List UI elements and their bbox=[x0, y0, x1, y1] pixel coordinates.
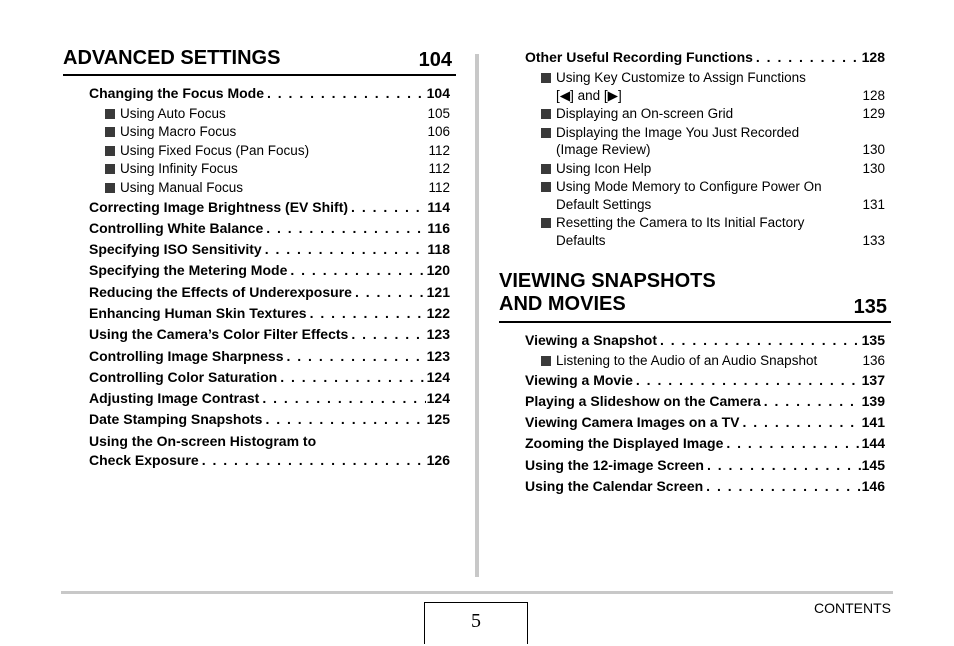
entry-page: 104 bbox=[426, 85, 450, 101]
toc-entry[interactable] bbox=[89, 84, 450, 103]
entry-title: Changing the Focus Mode bbox=[89, 85, 264, 101]
toc-entry[interactable] bbox=[525, 371, 885, 390]
square-bullet-icon bbox=[541, 218, 551, 228]
square-bullet-icon bbox=[105, 164, 115, 174]
entry-page: 114 bbox=[427, 199, 450, 215]
toc-entry[interactable] bbox=[89, 198, 450, 217]
leader-dots bbox=[351, 325, 425, 344]
toc-entry[interactable] bbox=[89, 304, 450, 323]
subentry-title: Using Icon Help bbox=[556, 161, 652, 176]
toc-entry[interactable] bbox=[89, 368, 450, 387]
entry-page: 124 bbox=[426, 369, 450, 385]
leader-dots bbox=[706, 477, 860, 496]
subentry-title: Using Manual Focus bbox=[120, 180, 244, 195]
section-heading-viewing[interactable] bbox=[499, 270, 891, 323]
leader-dots bbox=[756, 48, 861, 67]
subentry-title: Using Mode Memory to Configure Power On bbox=[556, 179, 822, 194]
section-title-line1: VIEWING SNAPSHOTS bbox=[499, 270, 716, 292]
toc-entry[interactable] bbox=[89, 347, 450, 366]
entry-title: Date Stamping Snapshots bbox=[89, 411, 263, 427]
entry-page: 146 bbox=[861, 478, 885, 494]
entry-title: Specifying the Metering Mode bbox=[89, 262, 288, 278]
entry-title: Correcting Image Brightness (EV Shift) bbox=[89, 199, 349, 215]
entry-title: Viewing Camera Images on a TV bbox=[525, 414, 740, 430]
subentry-title-continued: Default Settings bbox=[556, 197, 652, 212]
toc-entry[interactable] bbox=[89, 240, 450, 259]
column-divider bbox=[475, 54, 479, 577]
square-bullet-icon bbox=[541, 182, 551, 192]
leader-dots bbox=[202, 451, 426, 470]
toc-entry[interactable] bbox=[89, 389, 450, 408]
leader-dots bbox=[262, 389, 425, 408]
section-title-line2: AND MOVIES bbox=[499, 293, 626, 315]
entry-page: 124 bbox=[426, 390, 450, 406]
square-bullet-icon bbox=[105, 146, 115, 156]
entry-page: 123 bbox=[426, 348, 450, 364]
section-title: ADVANCED SETTINGS bbox=[63, 47, 281, 69]
entry-title: Controlling White Balance bbox=[89, 220, 264, 236]
leader-dots bbox=[764, 392, 861, 411]
leader-dots bbox=[266, 219, 426, 238]
leader-dots bbox=[310, 304, 426, 323]
leader-dots bbox=[280, 368, 425, 387]
entry-page: 121 bbox=[426, 284, 450, 300]
entry-page: 116 bbox=[427, 220, 450, 236]
subentry-page: 130 bbox=[862, 142, 885, 157]
entry-title: Enhancing Human Skin Textures bbox=[89, 305, 307, 321]
leader-dots bbox=[660, 331, 861, 350]
entry-title: Viewing a Movie bbox=[525, 372, 633, 388]
entry-page: 145 bbox=[861, 457, 885, 473]
entry-page: 128 bbox=[861, 49, 885, 65]
entry-title: Playing a Slideshow on the Camera bbox=[525, 393, 761, 409]
subentry-page: 106 bbox=[427, 124, 450, 139]
subentry-title: Using Macro Focus bbox=[120, 124, 237, 139]
entry-page: 141 bbox=[861, 414, 885, 430]
square-bullet-icon bbox=[541, 109, 551, 119]
subentry-page: 112 bbox=[428, 161, 450, 176]
toc-entry[interactable] bbox=[89, 261, 450, 280]
section-page: 104 bbox=[418, 49, 452, 71]
subentry-title-continued: Defaults bbox=[556, 233, 606, 248]
entry-title: Using the On-screen Histogram to bbox=[89, 433, 317, 449]
entry-title: Viewing a Snapshot bbox=[525, 332, 657, 348]
toc-entry[interactable] bbox=[525, 434, 885, 453]
toc-entry-line1[interactable] bbox=[89, 432, 450, 451]
page-number: 5 bbox=[424, 602, 528, 644]
leader-dots bbox=[265, 240, 427, 259]
section-heading-advanced-settings[interactable] bbox=[63, 47, 456, 76]
toc-entry[interactable] bbox=[525, 413, 885, 432]
subentry-page: 131 bbox=[862, 197, 885, 212]
toc-entry[interactable] bbox=[525, 331, 885, 350]
subentry-title: Displaying an On-screen Grid bbox=[556, 106, 734, 121]
entry-page: 137 bbox=[861, 372, 885, 388]
leader-dots bbox=[726, 434, 860, 453]
subentry-page: 136 bbox=[862, 353, 885, 368]
subentry-page: 105 bbox=[427, 106, 450, 121]
subentry-page: 130 bbox=[862, 161, 885, 176]
toc-entry[interactable] bbox=[89, 219, 450, 238]
subentry-title-continued: (Image Review) bbox=[556, 142, 651, 157]
entry-title: Using the Calendar Screen bbox=[525, 478, 704, 494]
entry-title: Reducing the Effects of Underexposure bbox=[89, 284, 352, 300]
entry-title: Adjusting Image Contrast bbox=[89, 390, 260, 406]
toc-entry-line2[interactable] bbox=[89, 451, 450, 470]
leader-dots bbox=[636, 371, 861, 390]
leader-dots bbox=[265, 410, 425, 429]
toc-entry[interactable] bbox=[89, 410, 450, 429]
subentry-title: Using Fixed Focus (Pan Focus) bbox=[120, 143, 310, 158]
entry-title: Specifying ISO Sensitivity bbox=[89, 241, 262, 257]
entry-title: Zooming the Displayed Image bbox=[525, 435, 724, 451]
toc-entry[interactable] bbox=[525, 48, 885, 67]
entry-title: Using the Camera’s Color Filter Effects bbox=[89, 326, 349, 342]
toc-entry[interactable] bbox=[525, 456, 885, 475]
entry-page: 139 bbox=[861, 393, 885, 409]
toc-entry[interactable] bbox=[525, 392, 885, 411]
entry-title: Other Useful Recording Functions bbox=[525, 49, 753, 65]
subentry-page: 129 bbox=[862, 106, 885, 121]
contents-link[interactable]: CONTENTS bbox=[814, 600, 891, 616]
entry-page: 123 bbox=[426, 326, 450, 342]
leader-dots bbox=[290, 261, 425, 280]
subentry-title: Using Auto Focus bbox=[120, 106, 226, 121]
subentry-page: 133 bbox=[862, 233, 885, 248]
toc-entry[interactable] bbox=[89, 325, 450, 344]
leader-dots bbox=[267, 84, 426, 103]
section-page: 135 bbox=[853, 296, 887, 318]
subentry-title: Listening to the Audio of an Audio Snapshot bbox=[556, 353, 818, 368]
entry-page: 122 bbox=[426, 305, 450, 321]
entry-page: 118 bbox=[427, 241, 450, 257]
square-bullet-icon bbox=[541, 128, 551, 138]
entry-page: 125 bbox=[426, 411, 450, 427]
square-bullet-icon bbox=[541, 356, 551, 366]
leader-dots bbox=[742, 413, 860, 432]
toc-entry[interactable] bbox=[525, 477, 885, 496]
subentry-title: Using Key Customize to Assign Functions bbox=[556, 70, 806, 85]
footer-rule bbox=[61, 591, 893, 594]
leader-dots bbox=[351, 198, 426, 217]
subentry-page: 112 bbox=[428, 143, 450, 158]
square-bullet-icon bbox=[105, 109, 115, 119]
leader-dots bbox=[286, 347, 425, 366]
subentry-page: 112 bbox=[428, 180, 450, 195]
subentry-title-continued: [◀] and [▶] bbox=[556, 88, 622, 103]
subentry-page: 128 bbox=[862, 88, 885, 103]
entry-title: Controlling Image Sharpness bbox=[89, 348, 284, 364]
square-bullet-icon bbox=[541, 73, 551, 83]
toc-entry[interactable] bbox=[89, 283, 450, 302]
entry-page: 120 bbox=[426, 262, 450, 278]
entry-page: 126 bbox=[426, 452, 450, 468]
subentry-title: Resetting the Camera to Its Initial Factory bbox=[556, 215, 805, 230]
entry-title: Using the 12-image Screen bbox=[525, 457, 704, 473]
subentry-title: Using Infinity Focus bbox=[120, 161, 238, 176]
subentry-title: Displaying the Image You Just Recorded bbox=[556, 125, 800, 140]
leader-dots bbox=[355, 283, 426, 302]
entry-title-continued: Check Exposure bbox=[89, 452, 199, 468]
entry-page: 135 bbox=[861, 332, 885, 348]
entry-page: 144 bbox=[861, 435, 885, 451]
square-bullet-icon bbox=[105, 127, 115, 137]
entry-title: Controlling Color Saturation bbox=[89, 369, 278, 385]
leader-dots bbox=[707, 456, 861, 475]
square-bullet-icon bbox=[541, 164, 551, 174]
square-bullet-icon bbox=[105, 183, 115, 193]
